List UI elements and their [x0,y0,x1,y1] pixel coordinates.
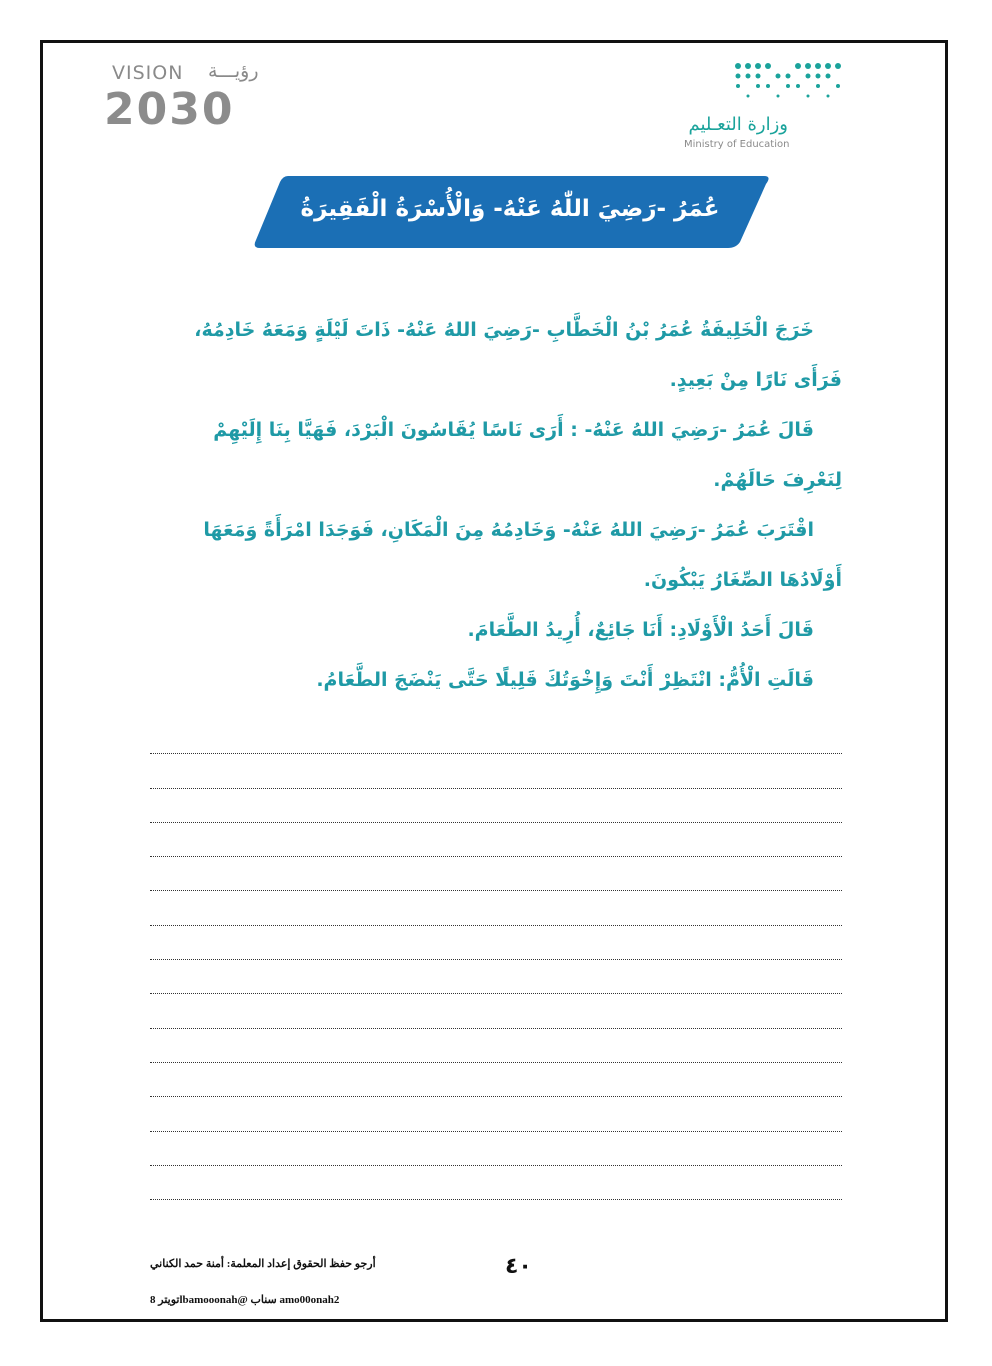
writing-line [150,1132,842,1166]
writing-line [150,754,842,788]
ministry-arabic: وزارة التعـليم [688,114,788,135]
writing-lines [150,720,842,1200]
writing-line [150,960,842,994]
vision-year: 2030 [104,84,235,135]
writing-line [150,1029,842,1063]
writing-line [150,891,842,925]
ministry-english: Ministry of Education [684,139,790,150]
story-paragraph: خَرَجَ الْخَلِيفَةُ عُمَرُ بْنُ الْخَطَّابِ -رَضِيَ اللهُ عَنْهُ- ذَاتَ لَيْلَةٍ وَمَعَهُ خَادِمُهُ، فَرَأَى نَارًا مِنْ بَعِيدٍ. [194,319,842,391]
footer-credit: أرجو حفظ الحقوق إعداد المعلمة: أمنة حمد الكناني [150,1258,376,1270]
footer-social: تويتر 8lbamooonah@ سناب amo00onah2 [150,1294,340,1306]
story-text [150,305,842,705]
vision-word: VISION [112,62,184,84]
writing-line [150,1097,842,1131]
writing-line [150,994,842,1028]
writing-line [150,1063,842,1097]
writing-line [150,789,842,823]
writing-line [150,823,842,857]
ministry-dots-icon [732,60,842,106]
vision-arabic: رؤيـــة [208,60,259,82]
story-paragraph: قَالَ أَحَدُ الْأَوْلَادِ: أَنَا جَائِعٌ، أُرِيدُ الطَّعَامَ. [467,619,814,641]
story-paragraph: قَالَ عُمَرُ -رَضِيَ اللهُ عَنْهُ- : أَرَى نَاسًا يُقَاسُونَ الْبَرْدَ، فَهَيَّا بِنَا إِلَيْهِمْ لِنَعْرِفَ حَالَهُمْ. [213,419,842,491]
writing-line [150,720,842,754]
vision-2030-logo [104,60,274,135]
page-title: عُمَرُ -رَضِيَ اللّٰهُ عَنْهُ- وَالْأُسْرَةُ الْفَقِيرَةُ [300,196,720,222]
page-number: ٤٠ [505,1254,532,1279]
writing-line [150,857,842,891]
ministry-logo [660,60,850,155]
story-paragraph: اقْتَرَبَ عُمَرُ -رَضِيَ اللهُ عَنْهُ- وَخَادِمُهُ مِنَ الْمَكَانِ، فَوَجَدَا امْرَأَةً وَمَعَهَا أَوْلَادُهَا الصِّغَارُ يَبْكُونَ. [203,519,842,591]
story-paragraph: قَالَتِ الْأُمُّ: انْتَظِرْ أَنْتَ وَإِخْوَتُكَ قَلِيلًا حَتَّى يَنْضَجَ الطَّعَامُ. [316,669,814,691]
writing-line [150,926,842,960]
writing-line [150,1166,842,1200]
